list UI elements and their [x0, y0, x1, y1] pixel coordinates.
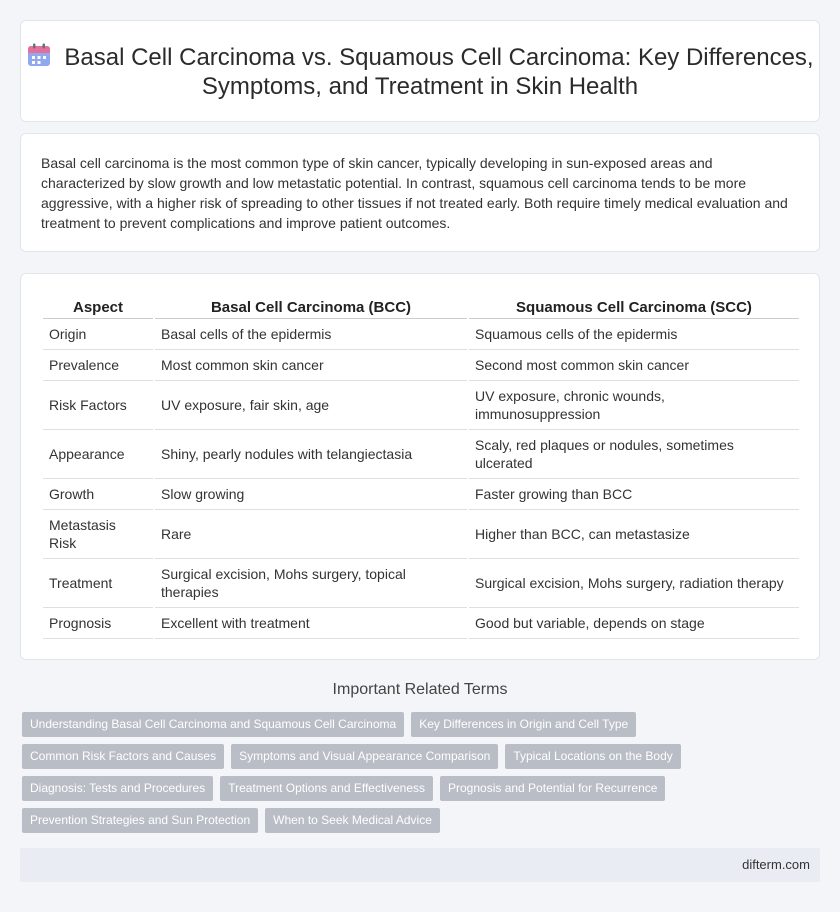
table-row: [43, 430, 799, 479]
column-header-bcc: Basal Cell Carcinoma (BCC): [155, 295, 467, 319]
table-cell: Treatment: [43, 559, 153, 608]
table-row: [43, 381, 799, 430]
intro-paragraph: Basal cell carcinoma is the most common type of skin cancer, typically developing in sun-exposed areas and characterized by slow growth and low metastatic potential. In contrast, squamous cell carcinoma tends to be more aggressive, with a higher risk of spreading to other tissues if not treated early. Both require timely medical evaluation and treatment to prevent complications and improve patient outcomes.: [41, 155, 788, 231]
table-cell: Growth: [43, 479, 153, 510]
title-card: [20, 20, 820, 122]
table-cell: Scaly, red plaques or nodules, sometimes ulcerated: [469, 430, 799, 479]
table-cell: Higher than BCC, can metastasize: [469, 510, 799, 559]
table-cell: Slow growing: [155, 479, 467, 510]
related-term-link[interactable]: Treatment Options and Effectiveness: [220, 776, 433, 801]
table-cell: Good but variable, depends on stage: [469, 608, 799, 639]
table-cell: Rare: [155, 510, 467, 559]
table-cell: Second most common skin cancer: [469, 350, 799, 381]
calendar-icon: [26, 42, 52, 68]
table-cell: Basal cells of the epidermis: [155, 319, 467, 350]
related-term-link[interactable]: Typical Locations on the Body: [505, 744, 680, 769]
table-cell: Faster growing than BCC: [469, 479, 799, 510]
table-row: [43, 510, 799, 559]
column-header-aspect: Aspect: [43, 295, 153, 319]
table-cell: Risk Factors: [43, 381, 153, 430]
related-term-link[interactable]: Prognosis and Potential for Recurrence: [440, 776, 665, 801]
table-cell: Metastasis Risk: [43, 510, 153, 559]
table-row: [43, 479, 799, 510]
table-cell: UV exposure, fair skin, age: [155, 381, 467, 430]
related-terms-heading: Important Related Terms: [332, 681, 508, 698]
page-title-text: Basal Cell Carcinoma vs. Squamous Cell Carcinoma: Key Differences, Symptoms, and Treatment in Skin Health: [64, 44, 814, 100]
comparison-card: [20, 273, 820, 660]
related-term-link[interactable]: Symptoms and Visual Appearance Comparison: [231, 744, 498, 769]
table-cell: Origin: [43, 319, 153, 350]
table-cell: Surgical excision, Mohs surgery, topical therapies: [155, 559, 467, 608]
column-header-scc: Squamous Cell Carcinoma (SCC): [469, 295, 799, 319]
related-term-link[interactable]: Understanding Basal Cell Carcinoma and Squamous Cell Carcinoma: [22, 712, 404, 737]
table-cell: Prevalence: [43, 350, 153, 381]
table-header-row: [43, 295, 799, 319]
table-row: [43, 559, 799, 608]
related-term-link[interactable]: When to Seek Medical Advice: [265, 808, 440, 833]
table-row: [43, 350, 799, 381]
footer-site-name[interactable]: difterm.com: [742, 857, 810, 872]
intro-card: [20, 133, 820, 252]
table-cell: UV exposure, chronic wounds, immunosuppression: [469, 381, 799, 430]
related-term-link[interactable]: Key Differences in Origin and Cell Type: [411, 712, 636, 737]
table-cell: Excellent with treatment: [155, 608, 467, 639]
table-cell: Appearance: [43, 430, 153, 479]
related-term-link[interactable]: Prevention Strategies and Sun Protection: [22, 808, 258, 833]
table-row: [43, 608, 799, 639]
table-cell: Surgical excision, Mohs surgery, radiation therapy: [469, 559, 799, 608]
related-terms-list: [22, 712, 722, 840]
footer: [20, 848, 820, 882]
table-row: [43, 319, 799, 350]
page-title: [21, 42, 819, 101]
related-term-link[interactable]: Diagnosis: Tests and Procedures: [22, 776, 213, 801]
table-cell: Prognosis: [43, 608, 153, 639]
table-cell: Most common skin cancer: [155, 350, 467, 381]
table-cell: Squamous cells of the epidermis: [469, 319, 799, 350]
comparison-table: [41, 295, 801, 639]
table-cell: Shiny, pearly nodules with telangiectasia: [155, 430, 467, 479]
related-term-link[interactable]: Common Risk Factors and Causes: [22, 744, 224, 769]
